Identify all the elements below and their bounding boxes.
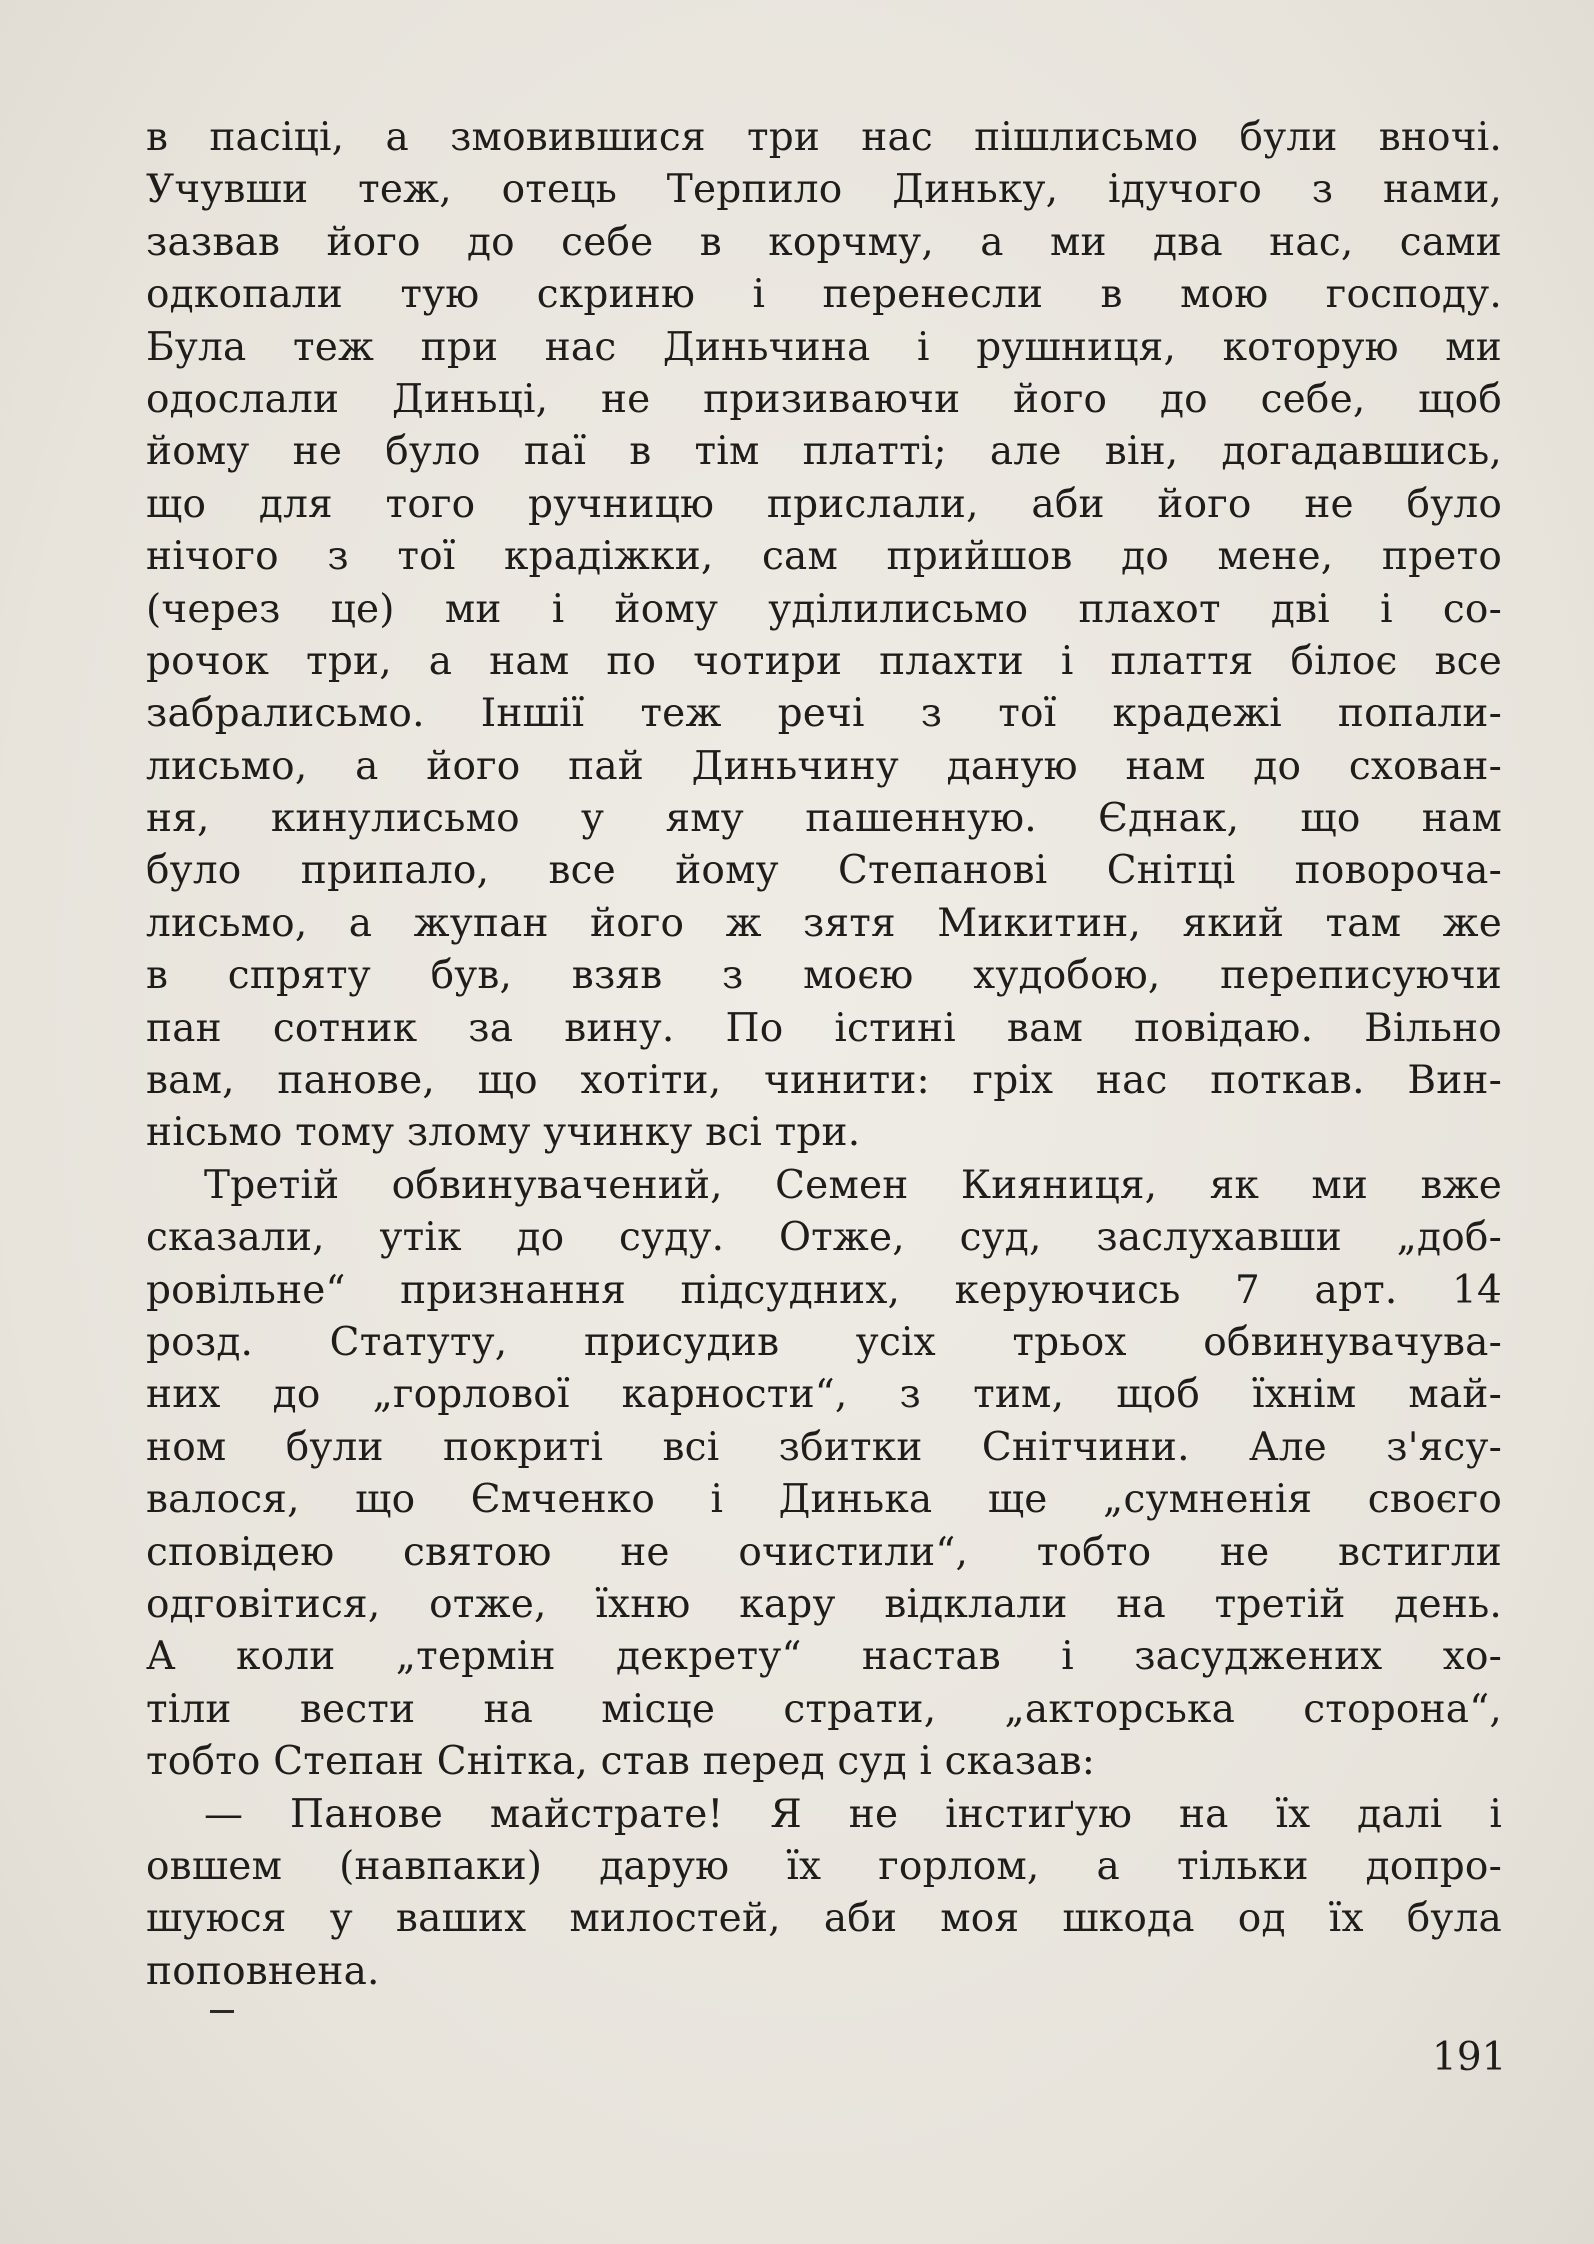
text-line: вам, панове, що хотіти, чинити: гріх нас поткав. Вин-: [146, 1058, 1502, 1104]
text-line: ном були покриті всі збитки Снітчини. Але з'ясу-: [146, 1424, 1502, 1470]
text-line: одговітися, отже, їхню кару відклали на третій день.: [146, 1581, 1502, 1627]
text-line: зазвав його до себе в корчму, а ми два нас, сами: [146, 219, 1502, 265]
text-line: нісьмо тому злому учинку всі три.: [146, 1110, 861, 1156]
text-line: тіли вести на місце страти, „акторська сторона“,: [146, 1686, 1502, 1732]
text-line: Третій обвинувачений, Семен Кияниця, як ми вже: [204, 1162, 1502, 1208]
text-line: лисьмо, а жупан його ж зятя Микитин, який там же: [146, 900, 1502, 946]
text-line: йому не було паї в тім платті; але він, догадавшись,: [146, 429, 1502, 475]
text-line: А коли „термін декрету“ настав і засуджених хо-: [146, 1634, 1502, 1680]
text-line: лисьмо, а його пай Диньчину даную нам до схован-: [146, 743, 1502, 789]
text-line: (через це) ми і йому уділилисьмо плахот дві і со-: [146, 586, 1502, 632]
text-line: рочок три, а нам по чотири плахти і плаття білоє все: [146, 638, 1502, 684]
text-line: нічого з тої крадіжки, сам прийшов до мене, прето: [146, 534, 1502, 580]
text-line: шуюся у ваших милостей, аби моя шкода од їх була: [146, 1896, 1502, 1942]
text-line: одослали Диньці, не призиваючи його до себе, щоб: [146, 376, 1502, 422]
text-line: них до „горлової карности“, з тим, щоб їхнім май-: [146, 1372, 1502, 1418]
text-line: тобто Степан Снітка, став перед суд і сказав:: [146, 1739, 1096, 1785]
text-line: ня, кинулисьмо у яму пашенную. Єднак, що нам: [146, 796, 1502, 842]
text-line: ровільне“ признання підсудних, керуючись 7 арт. 14: [146, 1267, 1502, 1313]
text-line: пан сотник за вину. По істині вам повідаю. Вільно: [146, 1005, 1502, 1051]
text-line: сповідею святою не очистили“, тобто не встигли: [146, 1529, 1502, 1575]
text-line: одкопали тую скриню і перенесли в мою господу.: [146, 272, 1502, 318]
text-line: було припало, все йому Степанові Снітці поворочa-: [146, 848, 1502, 894]
text-line: Учувши теж, отець Терпило Диньку, ідучого з нами,: [146, 167, 1502, 213]
text-line: в спряту був, взяв з моєю худобою, переписуючи: [146, 953, 1502, 999]
text-line: сказали, утік до суду. Отже, суд, заслухавши „доб-: [146, 1215, 1502, 1261]
page-number: 191: [1432, 2035, 1507, 2080]
text-line: поповнена.: [146, 1948, 380, 1994]
print-speck: [210, 2010, 234, 2013]
text-line: Була теж при нас Диньчина і рушниця, которую ми: [146, 324, 1502, 370]
text-line: що для того ручницю прислали, аби його не було: [146, 481, 1502, 527]
text-line: — Панове майстрате! Я не інстиґую на їх далі і: [204, 1791, 1502, 1837]
text-line: овшем (навпаки) дарую їх горлом, а тільки допро-: [146, 1843, 1502, 1889]
page-body-text: [146, 112, 1502, 1998]
text-line: в пасіці, а змовившися три нас пішлисьмо були вночі.: [146, 115, 1502, 160]
text-line: валося, що Ємченко і Динька ще „сумненія своєго: [146, 1477, 1502, 1523]
text-line: забралисьмо. Іншії теж речі з тої крадежі попали-: [146, 691, 1502, 737]
text-line: розд. Статуту, присудив усіх трьох обвинувачува-: [146, 1319, 1502, 1365]
